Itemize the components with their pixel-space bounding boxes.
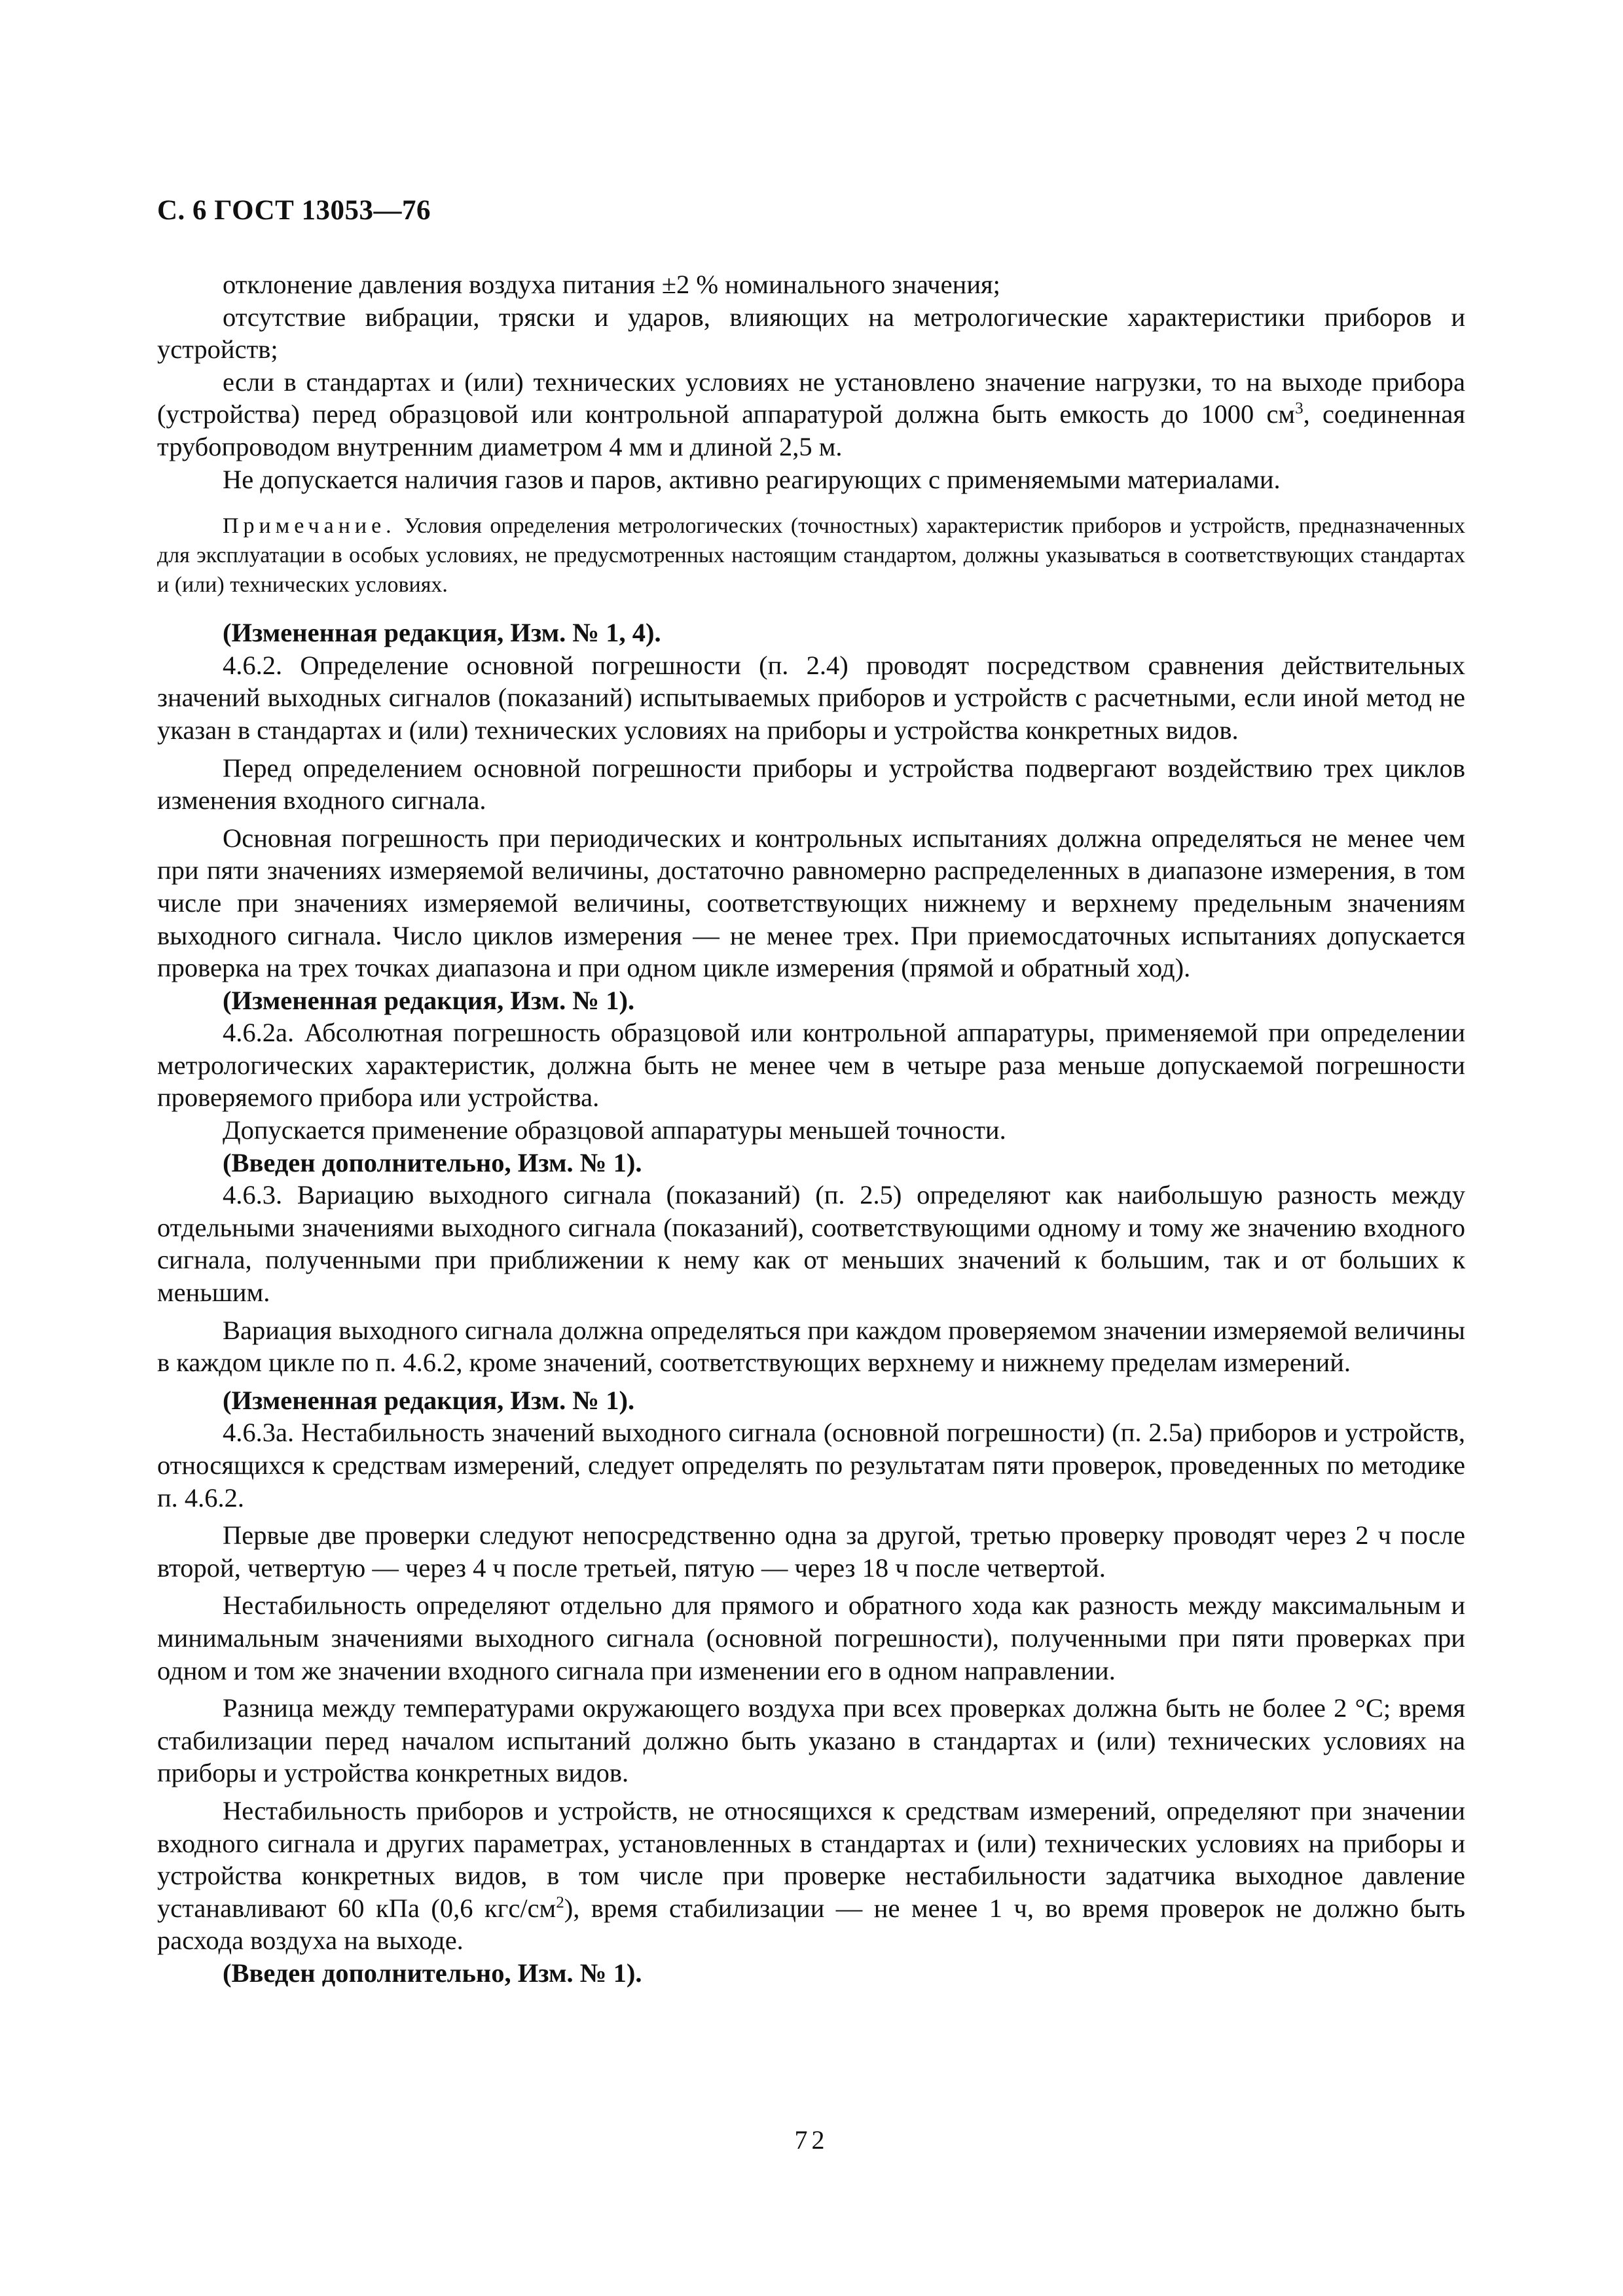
amendment-note: (Измененная редакция, Изм. № 1). [223,1385,635,1415]
page-header: С. 6 ГОСТ 13053—76 [157,195,431,226]
amendment-note: (Введен дополнительно, Изм. № 1). [223,1147,642,1177]
paragraph: Первые две проверки следуют непосредственно одна за другой, третью проверку проводят через 2 ч после второй, четвертую — через 4 ч после третьей, пятую — через 18 ч после четвертой. [157,1520,1465,1583]
paragraph: 4.6.3. Вариацию выходного сигнала (показаний) (п. 2.5) определяют как наибольшую разность между отдельными значениями выходного сигнала (показаний), соответствующими одному и тому же значению входного сигнала, полученными при приближении к нему как от меньших значений к большим, так и от больших к меньшим. [157,1180,1465,1308]
amendment-note: (Измененная редакция, Изм. № 1, 4). [223,618,661,648]
paragraph: Разница между температурами окружающего воздуха при всех проверках должна быть не более 2 °С; время стабилизации перед началом испытаний должно быть указано в стандартах и (или) технических условиях на приборы и устройства конкретных видов. [157,1693,1465,1788]
paragraph-text: Нестабильность приборов и устройств, не относящихся к средствам измерений, определяют при значении входного сигнала и других параметрах, установленных в стандартах и (или) технических условиях на приборы и устройства конкретных видов, в том числе при проверке нестабильности задатчика выходное давление устанавливают 60 кПа (0,6 кгс/см [157,1795,1465,1923]
note-text: Условия определения метрологических (точностных) характеристик приборов и устройств, предназначенных для эксплуатации в особых условиях, не предусмотренных настоящим стандартом, должны указываться в соответствующих стандартах и (или) технических условиях. [157,514,1466,598]
paragraph: отсутствие вибрации, тряски и ударов, влияющих на метрологические характеристики приборов и устройств; [157,302,1465,365]
superscript: 3 [1295,399,1304,418]
paragraph-text: ), время стабилизации — не менее 1 ч, во время проверок не должно быть расхода воздуха на выходе. [157,1893,1466,1956]
note-label: Примечание. [223,514,396,539]
paragraph-text: если в стандартах и (или) технических условиях не установлено значение нагрузки, то на выходе прибора (устройства) перед образцовой или контрольной аппаратурой должна быть емкость до 1000 см [157,367,1465,429]
paragraph: отклонение давления воздуха питания ±2 % номинального значения; [223,270,1000,299]
paragraph: Нестабильность определяют отдельно для прямого и обратного хода как разность между максимальным и минимальным значениями выходного сигнала (основной погрешности), полученными при пяти проверках при одном и том же значении входного сигнала при изменении его в одном направлении. [157,1590,1465,1685]
paragraph: Вариация выходного сигнала должна определяться при каждом проверяемом значении измеряемой величины в каждом цикле по п. 4.6.2, кроме значений, соответствующих верхнему и нижнему пределам измерений. [157,1315,1465,1378]
paragraph: Не допускается наличия газов и паров, активно реагирующих с применяемыми материалами. [223,464,1281,494]
superscript: 2 [556,1893,564,1912]
page-number: 72 [794,2125,829,2155]
document-body [157,268,1465,1990]
amendment-note: (Введен дополнительно, Изм. № 1). [223,1958,642,1988]
paragraph: 4.6.2а. Абсолютная погрешность образцовой или контрольной аппаратуры, применяемой при определении метрологических характеристик, должна быть не менее чем в четыре раза меньше допускаемой погрешности проверяемого прибора или устройства. [157,1018,1465,1113]
paragraph: 4.6.3а. Нестабильность значений выходного сигнала (основной погрешности) (п. 2.5а) приборов и устройств, относящихся к средствам измерений, следует определять по результатам пяти проверок, проведенных по методике п. 4.6.2. [157,1418,1465,1513]
note [157,511,1465,600]
paragraph [157,366,1465,463]
paragraph: Допускается применение образцовой аппаратуры меньшей точности. [223,1115,1006,1145]
paragraph: Перед определением основной погрешности приборы и устройства подвергают воздействию трех циклов изменения входного сигнала. [157,753,1465,816]
paragraph-text: , соединенная трубопроводом внутренним диаметром 4 мм и длиной 2,5 м. [157,399,1465,461]
paragraph: Основная погрешность при периодических и контрольных испытаниях должна определяться не менее чем при пяти значениях измеряемой величины, достаточно равномерно распределенных в диапазоне измерения, в том числе при значениях измеряемой величины, соответствующих нижнему и верхнему предельным значениям выходного сигнала. Число циклов измерения — не менее трех. При приемосдаточных испытаниях допускается проверка на трех точках диапазона и при одном цикле измерения (прямой и обратный ход). [157,823,1465,983]
paragraph: 4.6.2. Определение основной погрешности (п. 2.4) проводят посредством сравнения действительных значений выходных сигналов (показаний) испытываемых приборов и устройств с расчетными, если иной метод не указан в стандартах и (или) технических условиях на приборы и устройства конкретных видов. [157,650,1465,745]
amendment-note: (Измененная редакция, Изм. № 1). [223,985,635,1015]
paragraph [157,1795,1465,1957]
